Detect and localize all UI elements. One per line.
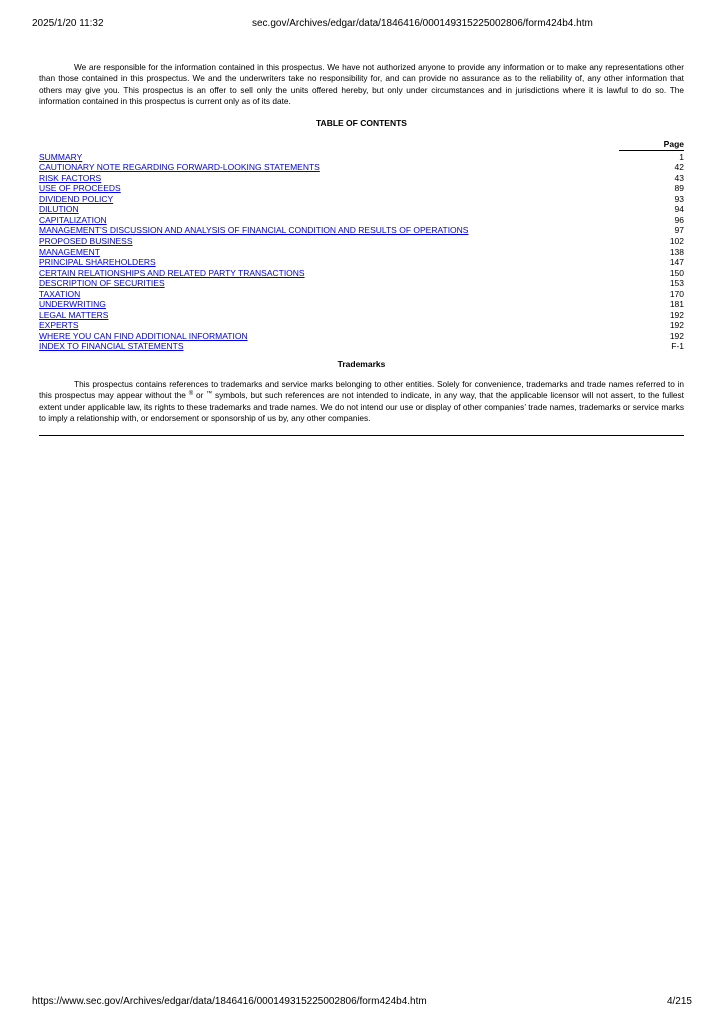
toc-entry [39,341,684,352]
toc-page-number: 42 [674,162,684,173]
toc-entry [39,225,684,236]
toc-page-column-header [39,139,684,151]
toc-link[interactable]: PROPOSED BUSINESS [39,236,133,246]
toc-entry [39,268,684,279]
toc-page-number: 96 [674,214,684,225]
toc-entry [39,310,684,321]
toc-link[interactable]: LEGAL MATTERS [39,309,109,320]
toc-page-number: 93 [674,193,684,204]
toc-entry [39,183,684,194]
print-page-title: sec.gov/Archives/edgar/data/1846416/000149315225002806/form424b4.htm [252,18,593,29]
toc-page-number: 147 [669,257,684,268]
toc-link[interactable]: PRINCIPAL SHAREHOLDERS [39,257,156,268]
trademarks-text-3: symbols, but such references are not intended to indicate, in any way, that the applicable licensor will not assert, to the fullest extent under applicable law, its rights to these trademarks and trade names. We do not intend our use or display of other companies’ trade names, trademarks or service marks to imply a relationship with, or endorsement or sponsorship of us by, any other companies. [39,390,684,424]
print-footer-url: https://www.sec.gov/Archives/edgar/data/1846416/000149315225002806/form424b4.htm [32,996,427,1007]
toc-entry [39,194,684,205]
toc-page-number: 153 [669,278,684,289]
toc-entry [39,278,684,289]
toc-page-number: 192 [669,309,684,320]
toc-page-number: 89 [674,183,684,194]
toc-entry [39,162,684,173]
toc-link[interactable]: DIVIDEND POLICY [39,193,114,204]
toc-page-number: 138 [669,246,684,257]
toc-page-number: 97 [674,225,684,236]
toc-page-number: 150 [669,267,684,278]
toc-link[interactable]: UNDERWRITING [39,299,106,310]
prospectus-page [39,62,684,436]
toc-entry [39,299,684,310]
toc-link[interactable]: MANAGEMENT [39,246,100,257]
toc-entry [39,257,684,268]
toc-entry [39,331,684,342]
toc-list [39,152,684,352]
toc-page-number: 94 [674,204,684,215]
toc-link[interactable]: TAXATION [39,288,81,299]
toc-link[interactable]: USE OF PROCEEDS [39,183,121,194]
intro-paragraph: We are responsible for the information contained in this prospectus. We have not authorized anyone to provide any information or to make any representations other than those contained in this prospectus. We and the underwriters take no responsibility for, and can provide no assurance as to the reliability of, any other information that others may give you. This prospectus is an offer to sell only the units offered hereby, but only under circumstances and in jurisdictions where it is lawful to do so. The information contained in this prospectus is current only as of its date. [39,62,684,107]
toc-link[interactable]: DILUTION [39,204,79,215]
toc-page-number: F-1 [671,341,684,352]
toc-page-number: 102 [669,236,684,246]
toc-link[interactable]: CERTAIN RELATIONSHIPS AND RELATED PARTY TRANSACTIONS [39,267,305,278]
toc-entry [39,152,684,163]
toc-page-number: 43 [674,172,684,183]
toc-link[interactable]: EXPERTS [39,320,79,331]
toc-page-number: 170 [669,288,684,299]
toc-entry [39,173,684,184]
toc-link[interactable]: RISK FACTORS [39,172,102,183]
trademarks-text-2: or [193,390,207,401]
toc-entry [39,236,684,247]
toc-link[interactable]: SUMMARY [39,151,83,162]
section-divider [39,435,684,436]
toc-link[interactable]: INDEX TO FINANCIAL STATEMENTS [39,341,184,352]
trademarks-text-1: This prospectus contains references to trademarks and service marks belonging to other entities. Solely for convenience, trademarks and trade names referred to in this prospectus may appear without the [39,379,684,401]
toc-page-number: 192 [669,330,684,341]
toc-entry [39,320,684,331]
toc-page-number: 181 [669,299,684,310]
toc-entry [39,215,684,226]
trademarks-title: Trademarks [337,359,386,370]
print-page-counter: 4/215 [666,996,692,1007]
trademarks-paragraph [39,379,684,425]
print-datetime: 2025/1/20 11:32 [32,18,104,29]
toc-entry [39,289,684,300]
registered-symbol: ® [188,391,194,398]
toc-page-number: 1 [679,151,684,162]
toc-link[interactable]: CAUTIONARY NOTE REGARDING FORWARD-LOOKING STATEMENTS [39,162,320,173]
page-header-label: Page [619,139,684,151]
toc-link[interactable]: DESCRIPTION OF SECURITIES [39,278,165,289]
toc-page-number: 192 [669,320,684,331]
toc-link[interactable]: WHERE YOU CAN FIND ADDITIONAL INFORMATION [39,330,248,341]
toc-entry [39,204,684,215]
toc-link[interactable]: CAPITALIZATION [39,214,107,225]
toc-entry [39,247,684,258]
toc-title: TABLE OF CONTENTS [316,117,407,128]
trademark-symbol: ™ [206,391,213,398]
toc-link[interactable]: MANAGEMENT’S DISCUSSION AND ANALYSIS OF FINANCIAL CONDITION AND RESULTS OF OPERATIONS [39,225,469,236]
